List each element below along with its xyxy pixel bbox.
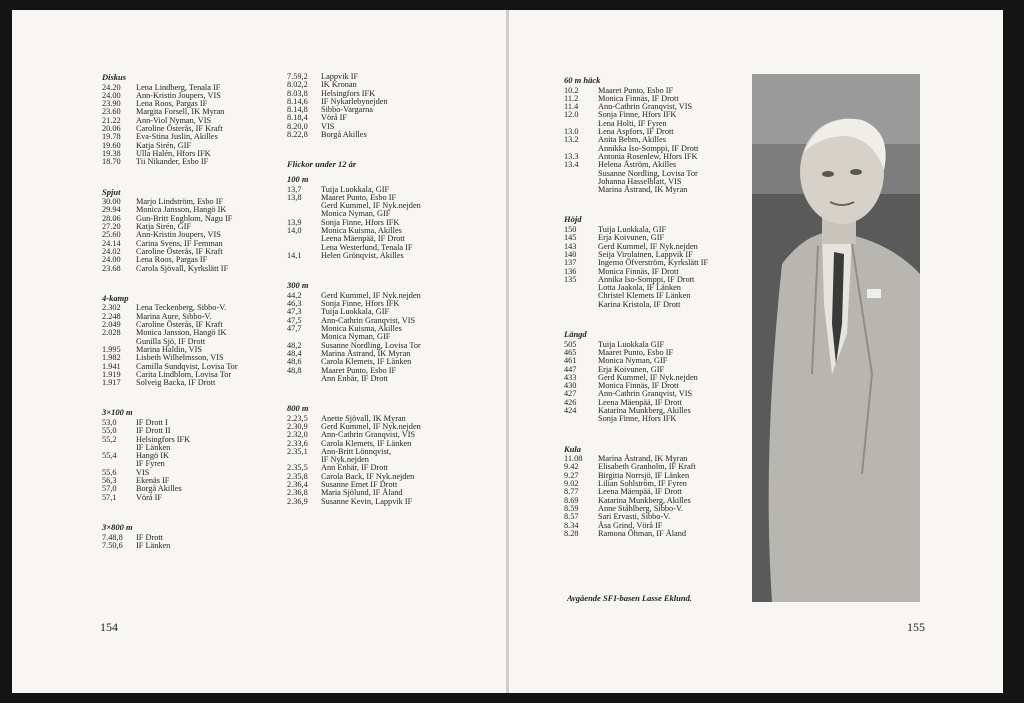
athlete-club: Marina Åstrand, IK Myran — [598, 454, 688, 464]
athlete-club: Erja Koivunen, GIF — [598, 233, 665, 243]
result-value: 21.22 — [102, 115, 121, 125]
result-value: 1.917 — [102, 378, 121, 388]
athlete-club: Annikka Iso-Somppi, IF Drott — [598, 143, 699, 153]
section-header: 3×100 m — [102, 407, 133, 418]
athlete-club: Monica Finnäs, IF Drott — [598, 93, 679, 103]
result-row — [102, 534, 272, 542]
athlete-club: Carina Svens, IF Femman — [136, 238, 223, 248]
athlete-club: IF Länken — [136, 442, 171, 452]
results-section — [564, 330, 754, 424]
result-value: 2.302 — [102, 303, 121, 313]
result-value: 8.69 — [564, 495, 579, 505]
result-value: 57,1 — [102, 492, 117, 502]
right-page — [509, 10, 1003, 693]
result-value: 465 — [564, 347, 577, 357]
result-value: 30.00 — [102, 197, 121, 207]
result-row — [287, 73, 487, 81]
results-section — [564, 76, 754, 194]
result-value: 137 — [564, 258, 577, 268]
result-row — [287, 114, 487, 122]
athlete-club: Monica Kuisma, Akilles — [321, 324, 402, 334]
result-value: 55,2 — [102, 434, 117, 444]
result-value: 24.00 — [102, 90, 121, 100]
result-row — [102, 494, 272, 502]
result-value: 8.02,2 — [287, 80, 308, 90]
athlete-club: Marjo Lindström, Esbo IF — [136, 197, 224, 207]
result-value: 2.33,6 — [287, 438, 308, 448]
result-value: 7.59,2 — [287, 72, 308, 81]
result-value: 13,8 — [287, 192, 302, 202]
result-value: 55,0 — [102, 426, 117, 436]
result-row — [102, 436, 272, 444]
athlete-club: IF Fyren — [136, 459, 165, 469]
athlete-club: Vörå IF — [321, 113, 348, 123]
athlete-club: Camilla Sundqvist, Lovisa Tor — [136, 361, 238, 371]
athlete-club: Anita Behm, Akilles — [598, 135, 666, 145]
athlete-club: Erja Koivunen, GIF — [598, 364, 665, 374]
athlete-club: Christel Klemets IF Länken — [598, 291, 691, 301]
result-row — [102, 477, 272, 485]
result-row — [564, 301, 754, 309]
athlete-club: Monica Finnäs, IF Drott — [598, 381, 679, 391]
result-row — [102, 158, 272, 166]
athlete-club: Maria Sjölund, IF Åland — [321, 488, 403, 498]
result-value: 8.34 — [564, 520, 579, 530]
athlete-club: Katarina Munkberg, Akilles — [598, 495, 691, 505]
result-value: 8.28 — [564, 528, 579, 538]
athlete-club: Carita Lindblom, Lovisa Tor — [136, 369, 232, 379]
athlete-club: Gerd Kummel, IF Nyk.nejden — [321, 290, 421, 300]
athlete-club: Ramona Öhman, IF Åland — [598, 528, 687, 538]
result-value: 427 — [564, 389, 577, 399]
athlete-club: Katja Sirén, GIF — [136, 140, 192, 150]
result-value: 55,6 — [102, 467, 117, 477]
result-value: 18.70 — [102, 157, 121, 167]
result-value: 430 — [564, 381, 577, 391]
result-value: 136 — [564, 266, 577, 276]
result-row — [102, 444, 272, 452]
result-value: 433 — [564, 372, 577, 382]
athlete-club: Caroline Österås, IF Kraft — [136, 320, 223, 330]
athlete-club: Vörå IF — [136, 492, 163, 502]
athlete-club: Lena Westerlund, Tenala IF — [321, 242, 413, 252]
result-value: 1.982 — [102, 353, 121, 363]
result-value: 27.20 — [102, 222, 121, 232]
right-page-number: 155 — [907, 620, 925, 634]
result-value: 2.36,8 — [287, 488, 308, 498]
result-row — [102, 469, 272, 477]
result-value: 29.94 — [102, 205, 121, 215]
results-section — [564, 215, 754, 309]
results-section — [287, 73, 487, 139]
athlete-club: Sonja Finne, Hfors IFK — [598, 110, 677, 120]
results-section — [102, 73, 272, 167]
athlete-club: Lena Roos, Pargas IF — [136, 255, 208, 265]
athlete-club: IF Länken — [136, 540, 171, 550]
result-value: 8.57 — [564, 512, 579, 522]
result-value: 2.36,4 — [287, 480, 308, 490]
results-section — [287, 175, 487, 260]
result-value: 447 — [564, 364, 577, 374]
result-value: 8.20,0 — [287, 121, 308, 131]
result-value: 505 — [564, 339, 577, 349]
result-row — [287, 123, 487, 131]
athlete-club: Susanne Nordling, Lovisa Tor — [321, 340, 421, 350]
result-value: 11.2 — [564, 93, 579, 103]
athlete-club: Tii Nikander, Esbo IF — [136, 157, 209, 167]
athlete-club: Ann-Britt Lönnqvist, — [321, 446, 392, 456]
result-row — [102, 265, 272, 273]
result-value: 23.68 — [102, 263, 121, 273]
result-value: 8.14,8 — [287, 105, 308, 115]
result-value: 47,7 — [287, 324, 302, 334]
athlete-club: Seija Virolainen, Lappvik IF — [598, 249, 693, 259]
result-row — [287, 375, 487, 383]
athlete-club: Sari Ervasti, Sibbo-V. — [598, 512, 671, 522]
left-page-column-2 — [287, 73, 487, 527]
result-value: 10.2 — [564, 85, 579, 95]
athlete-club: IF Nykarlebynejden — [321, 96, 388, 106]
result-value: 13.4 — [564, 160, 579, 170]
result-value: 44,2 — [287, 290, 302, 300]
result-value: 56,3 — [102, 476, 117, 486]
athlete-club: Caroline Österås, IF Kraft — [136, 124, 223, 134]
section-header: Längd — [564, 329, 587, 340]
athlete-club: Birgitta Norrsjö, IF Länken — [598, 470, 690, 480]
result-value: 28.06 — [102, 213, 121, 223]
athlete-club: Helen Grönqvist, Akilles — [321, 250, 404, 260]
portrait-photo-illustration — [752, 74, 920, 602]
athlete-club: IK Kronan — [321, 80, 357, 90]
athlete-club: Ann Enbär, IF Drott — [321, 373, 388, 383]
result-value: 135 — [564, 274, 577, 284]
athlete-club: Tuija Luokkala GIF — [598, 339, 665, 349]
result-value: 2.028 — [102, 328, 121, 338]
result-value: 53,0 — [102, 417, 117, 427]
result-value: 145 — [564, 233, 577, 243]
section-header: 4-kamp — [102, 292, 129, 303]
result-value: 24.20 — [102, 82, 121, 92]
result-value: 8.14,6 — [287, 96, 308, 106]
athlete-club: Ann-Kristin Joupers, VIS — [136, 90, 221, 100]
section-header: 800 m — [287, 403, 309, 414]
athlete-club: Helsingfors IFK — [321, 88, 376, 98]
athlete-club: Lotta Jaakola, IF Länken — [598, 283, 681, 293]
result-value: 55,4 — [102, 451, 117, 461]
result-row — [102, 485, 272, 493]
photo-caption: Avgående SFI-basen Lasse Eklund. — [567, 593, 692, 603]
result-value: 8.59 — [564, 503, 579, 513]
result-value: 2.049 — [102, 320, 121, 330]
result-value: 11.4 — [564, 102, 579, 112]
athlete-club: Leena Mäenpää, IF Drott — [598, 397, 682, 407]
section-header: 60 m häck — [564, 75, 601, 85]
result-row — [102, 542, 272, 550]
athlete-club: IF Drott I — [136, 417, 168, 427]
result-value: 2.23,5 — [287, 413, 308, 423]
result-value: 13.2 — [564, 135, 579, 145]
athlete-club: Tuija Luokkala, GIF — [598, 225, 667, 235]
athlete-club: Tuija Luokkala, GIF — [321, 307, 390, 317]
athlete-club: Solveig Backa, IF Drott — [136, 378, 216, 388]
athlete-club: Ann-Kristin Joupers, VIS — [136, 230, 221, 240]
athlete-club: Eva-Stina Juslin, Akilles — [136, 132, 218, 142]
result-value: 2.35,1 — [287, 446, 308, 456]
result-value: 8.77 — [564, 487, 579, 497]
section-header: Diskus — [102, 72, 127, 82]
result-value: 11.08 — [564, 454, 583, 464]
result-value: 150 — [564, 225, 577, 235]
athlete-club: Marina Haldin, VIS — [136, 344, 202, 354]
result-value: 8.18,4 — [287, 113, 308, 123]
athlete-club: Monica Nyman, GIF — [321, 209, 391, 219]
athlete-club: Katja Sirén, GIF — [136, 222, 192, 232]
result-value: 8.03,8 — [287, 88, 308, 98]
athlete-club: Monica Nyman, GIF — [321, 332, 391, 342]
results-section — [102, 408, 272, 502]
result-value: 2.32,0 — [287, 430, 308, 440]
result-value: 23.60 — [102, 107, 121, 117]
athlete-club: Marina Åstrand, IK Myran — [321, 348, 411, 358]
athlete-club: Monica Jansson, Hangö IK — [136, 205, 227, 215]
left-page — [12, 10, 506, 693]
athlete-club: Monica Finnäs, IF Drott — [598, 266, 679, 276]
athlete-club: Leena Mäenpää, IF Drott — [321, 234, 405, 244]
result-value: 1.919 — [102, 369, 121, 379]
result-row — [102, 419, 272, 427]
results-section — [102, 523, 272, 550]
result-value: 2.30,9 — [287, 421, 308, 431]
athlete-club: Gun-Britt Engblom, Nagu IF — [136, 213, 233, 223]
athlete-club: Hangö IK — [136, 451, 169, 461]
results-section — [287, 281, 487, 383]
result-row — [287, 252, 487, 260]
athlete-club: Ann-Viol Nyman, VIS — [136, 115, 212, 125]
result-row — [287, 131, 487, 139]
athlete-club: Susanne Nordling, Lovisa Tor — [598, 168, 698, 178]
athlete-club: Sonja Finne, Hfors IFK — [321, 217, 400, 227]
athlete-club: Helena Åström, Akilles — [598, 160, 677, 170]
athlete-club: Maaret Punto, Esbo IF — [321, 192, 397, 202]
athlete-club: Gerd Kummel, IF Nyk.nejden — [598, 372, 698, 382]
result-value: 14,0 — [287, 226, 302, 236]
section-header: Kula — [564, 443, 582, 454]
athlete-club: Lena Teckenberg, Sibbo-V. — [136, 303, 227, 313]
result-value: 424 — [564, 405, 577, 415]
results-section — [564, 445, 754, 539]
athlete-club: Annika Iso-Somppi, IF Drott — [598, 274, 695, 284]
results-section — [287, 160, 487, 169]
athlete-club: VIS — [321, 121, 335, 131]
section-header: Flickor under 12 år — [287, 159, 357, 170]
result-value: 24.00 — [102, 255, 121, 265]
result-value: 19.78 — [102, 132, 121, 142]
result-row — [287, 448, 487, 456]
athlete-club: Ekenäs IF — [136, 476, 170, 486]
right-page-column-1 — [564, 76, 754, 559]
athlete-club: Carola Klemets, IF Länken — [321, 357, 412, 367]
athlete-club: IF Drott II — [136, 426, 171, 436]
result-value: 2.35,8 — [287, 471, 308, 481]
athlete-club: Lena Holti, IF Fyren — [598, 118, 667, 128]
athlete-club: Ann-Cathrin Granqvist, VIS — [598, 102, 693, 112]
result-value: 1.995 — [102, 344, 121, 354]
result-value: 24.02 — [102, 246, 121, 256]
results-section — [287, 404, 487, 506]
result-value: 20.06 — [102, 124, 121, 134]
athlete-club: Gunilla Sjö, IF Drott — [136, 336, 206, 346]
result-value: 1.941 — [102, 361, 121, 371]
athlete-club: Carola Back, IF Nyk.nejden — [321, 471, 415, 481]
result-value: 9.42 — [564, 462, 579, 472]
athlete-club: Elisabeth Granholm, IF Kraft — [598, 462, 696, 472]
result-row — [102, 452, 272, 460]
athlete-club: Borgå Akilles — [136, 484, 182, 494]
athlete-club: Monica Jansson, Hangö IK — [136, 328, 227, 338]
portrait-photo — [752, 74, 920, 602]
athlete-club: Sibbo-Vargarna — [321, 105, 373, 115]
athlete-club: Gerd Kummel, IF Nyk.nejden — [598, 241, 698, 251]
athlete-club: Susanne Kevin, Lappvik IF — [321, 496, 413, 506]
section-header: 100 m — [287, 173, 309, 184]
result-value: 426 — [564, 397, 577, 407]
athlete-club: Sonja Finne, Hfors IFK — [598, 414, 677, 424]
result-value: 13.0 — [564, 127, 579, 137]
athlete-club: Carola Klemets, IF Länken — [321, 438, 412, 448]
athlete-club: Ann-Cathrin Granqvist, VIS — [321, 315, 416, 325]
athlete-club: Lisbeth Wilhelmsson, VIS — [136, 353, 224, 363]
result-row — [564, 415, 754, 423]
result-value: 8.22,8 — [287, 130, 308, 140]
result-value: 140 — [564, 249, 577, 259]
athlete-club: Maaret Punto, Esbo IF — [598, 85, 674, 95]
result-value: 47,5 — [287, 315, 302, 325]
athlete-club: Leena Mäenpää, IF Drott — [598, 487, 682, 497]
section-header: Höjd — [564, 214, 582, 225]
section-header: 300 m — [287, 280, 309, 291]
result-row — [102, 460, 272, 468]
result-row — [287, 498, 487, 506]
result-value: 24.14 — [102, 238, 121, 248]
athlete-club: Anette Sjövall, IK Myran — [321, 413, 406, 423]
result-value: 2.248 — [102, 311, 121, 321]
result-value: 2.35,5 — [287, 463, 308, 473]
result-value: 12.0 — [564, 110, 579, 120]
athlete-club: Maaret Punto, Esbo IF — [321, 365, 397, 375]
result-value: 9.02 — [564, 479, 579, 489]
result-row — [564, 530, 754, 538]
athlete-club: IF Nyk.nejden — [321, 455, 369, 465]
athlete-club: Monica Kuisma, Akilles — [321, 226, 402, 236]
result-value: 461 — [564, 356, 577, 366]
athlete-club: Margita Forsell, IK Myran — [136, 107, 225, 117]
athlete-club: Caroline Österås, IF Kraft — [136, 246, 223, 256]
left-page-column-1 — [102, 73, 272, 571]
athlete-club: Marina Åstrand, IK Myran — [598, 185, 688, 195]
result-value: 46,3 — [287, 299, 302, 309]
athlete-club: Carola Sjövall, Kyrkslätt IF — [136, 263, 229, 273]
result-row — [287, 106, 487, 114]
athlete-club: Sonja Finne, Hfors IFK — [321, 299, 400, 309]
athlete-club: Lappvik IF — [321, 72, 359, 81]
result-value: 48,2 — [287, 340, 302, 350]
athlete-club: Lena Aspfors, IF Drott — [598, 127, 674, 137]
result-value: 47,3 — [287, 307, 302, 317]
result-value: 13,7 — [287, 184, 302, 194]
athlete-club: Johanna Hasselblatt, VIS — [598, 176, 682, 186]
result-value: 48,4 — [287, 348, 302, 358]
result-value: 19.38 — [102, 148, 121, 158]
athlete-club: Helsingfors IFK — [136, 434, 191, 444]
athlete-club: Tuija Luokkala, GIF — [321, 184, 390, 194]
athlete-club: Monica Nyman, GIF — [598, 356, 668, 366]
athlete-club: Gerd Kummel, IF Nyk.nejden — [321, 421, 421, 431]
athlete-club: VIS — [136, 467, 150, 477]
athlete-club: Ann-Cathrin Granqvist, VIS — [321, 430, 416, 440]
result-value: 7.48,8 — [102, 532, 123, 542]
results-section — [102, 294, 272, 388]
section-header: Spjut — [102, 186, 121, 197]
athlete-club: IF Drott — [136, 532, 163, 542]
result-value: 19.60 — [102, 140, 121, 150]
result-value: 57,0 — [102, 484, 117, 494]
result-value: 2.36,9 — [287, 496, 308, 506]
result-row — [287, 81, 487, 89]
athlete-club: Ulla Halén, Hfors IFK — [136, 148, 211, 158]
athlete-club: Lilian Sohlström, IF Fyren — [598, 479, 687, 489]
result-row — [564, 186, 754, 194]
section-header: 3×800 m — [102, 521, 133, 532]
athlete-club: Anne Ståhlberg, Sibbo-V. — [598, 503, 683, 513]
athlete-club: Lena Lindberg, Tenala IF — [136, 82, 221, 92]
result-value: 14,1 — [287, 250, 302, 260]
results-section — [102, 188, 272, 273]
athlete-club: Maaret Punto, Esbo IF — [598, 347, 674, 357]
result-value: 48,8 — [287, 365, 302, 375]
athlete-club: Marina Aure, Sibbo-V. — [136, 311, 212, 321]
result-row — [102, 379, 272, 387]
result-row — [287, 98, 487, 106]
result-value: 9.27 — [564, 470, 579, 480]
athlete-club: Katarina Munkberg, Akilles — [598, 405, 691, 415]
result-value: 13,9 — [287, 217, 302, 227]
result-value: 143 — [564, 241, 577, 251]
athlete-club: Ingemo Öfverström, Kyrkslätt IF — [598, 258, 709, 268]
result-value: 23.90 — [102, 99, 121, 109]
athlete-club: Karina Kristola, IF Drott — [598, 299, 681, 309]
left-page-number: 154 — [100, 620, 118, 634]
athlete-club: Lena Roos, Pargas IF — [136, 99, 208, 109]
result-value: 25.60 — [102, 230, 121, 240]
athlete-club: Åsa Grind, Vörå IF — [598, 520, 663, 530]
athlete-club: Susanne Emet IF Drott — [321, 480, 398, 490]
athlete-club: Antonia Rosenlew, Hfors IFK — [598, 151, 698, 161]
result-value: 7.50,6 — [102, 540, 123, 550]
athlete-club: Gerd Kummel, IF Nyk.nejden — [321, 201, 421, 211]
result-value: 48,6 — [287, 357, 302, 367]
athlete-club: Ann Enbär, IF Drott — [321, 463, 388, 473]
result-value: 13.3 — [564, 151, 579, 161]
athlete-club: Borgå Akilles — [321, 130, 367, 140]
athlete-club: Ann-Cathrin Granqvist, VIS — [598, 389, 693, 399]
